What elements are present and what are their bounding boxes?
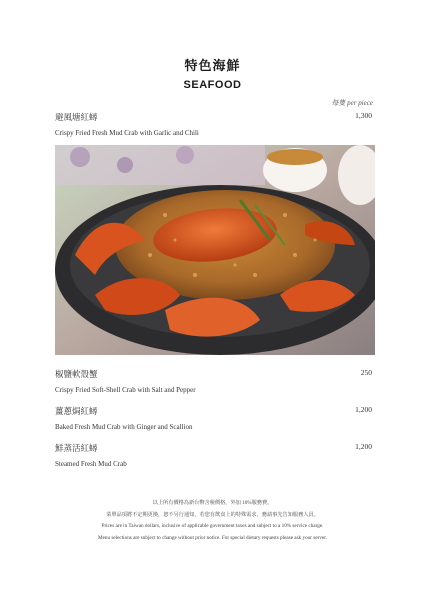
item-name-zh: 鮮蒸活紅蟳 bbox=[55, 443, 98, 453]
section-title-zh: 特色海鮮 bbox=[184, 58, 241, 73]
item-name-zh: 避風塘紅蟳 bbox=[55, 112, 98, 122]
footer-line: 以上所有價格為新台幣含稅價格，外加 10%服務費。 bbox=[152, 500, 273, 506]
menu-item bbox=[55, 111, 372, 137]
item-price: 1,200 bbox=[355, 405, 372, 414]
footer-line: 菜單品項將不定期更換，恕不另行通知，若您有飲食上的特殊需求，務請事先告知服務人員。 bbox=[106, 511, 319, 518]
footer-line: Prices are in Taiwan dollars, inclusive of applicable government taxes and subject to a 10% service charge. bbox=[101, 523, 324, 529]
item-name-en: Baked Fresh Mud Crab with Ginger and Scallion bbox=[55, 423, 193, 431]
crab-dish-photo bbox=[55, 145, 375, 355]
item-name-zh: 椒鹽軟殼蟹 bbox=[55, 369, 98, 379]
menu-item bbox=[55, 368, 372, 394]
item-price: 1,200 bbox=[355, 442, 372, 451]
footer-line: Menu selections are subject to change without prior notice. For special dietary requests please ask your server. bbox=[97, 534, 328, 541]
unit-note: 每隻 per piece bbox=[331, 99, 373, 107]
menu-item bbox=[55, 442, 372, 468]
item-price: 1,300 bbox=[355, 111, 372, 120]
item-name-en: Steamed Fresh Mud Crab bbox=[55, 460, 127, 468]
footer-notes bbox=[0, 498, 425, 544]
item-name-zh: 薑蔥焗紅蟳 bbox=[55, 406, 98, 416]
item-price: 250 bbox=[360, 368, 372, 377]
section-title-en: SEAFOOD bbox=[183, 79, 242, 91]
item-name-en: Crispy Fried Soft-Shell Crab with Salt and Pepper bbox=[55, 386, 196, 394]
menu-item bbox=[55, 405, 372, 431]
item-name-en: Crispy Fried Fresh Mud Crab with Garlic and Chili bbox=[55, 129, 199, 137]
crab-dish-image bbox=[55, 145, 375, 355]
